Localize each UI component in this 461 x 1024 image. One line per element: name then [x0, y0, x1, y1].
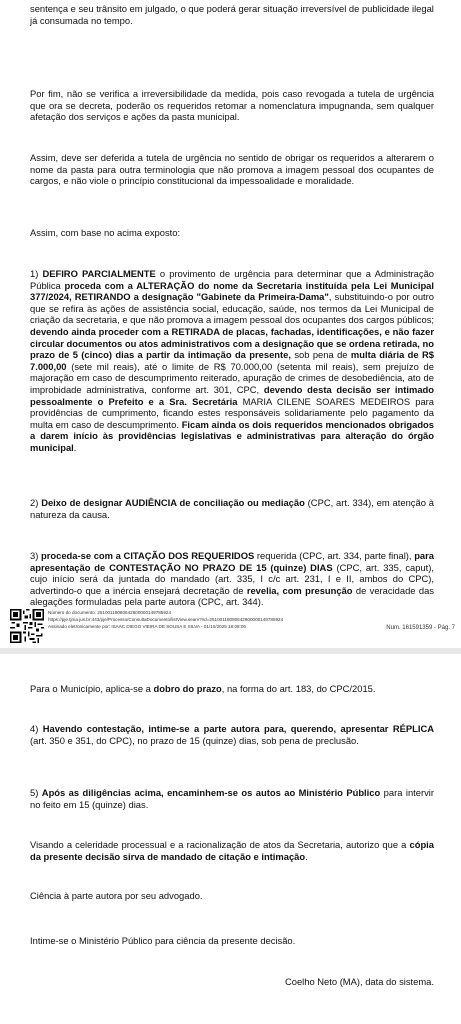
signer-info: Assinado eletronicamente por: ISAAC DIEGO VIEIRA DE SOUSA E SILVA - 01/10/2025 18:08:06 — [48, 624, 246, 629]
order-item-4: 4) Havendo contestação, intime-se a parte autora para, querendo, apresentar RÉPLICA (art. 350 e 351, do CPC), no prazo de 15 (quinze) dias, sob pena de preclusão. — [30, 723, 434, 746]
document-number: Número do documento: 25100118080642600000149785924 — [48, 610, 172, 615]
paragraph-mandate: Visando a celeridade processual e a racionalização de atos da Secretaria, autorizo que a cópia da presente decisão sirva de mandado de citação e intimação. — [30, 839, 434, 862]
order-item-2: 2) Deixo de designar AUDIÊNCIA de conciliação ou mediação (CPC, art. 334), em atenção à natureza da causa. — [30, 497, 434, 520]
signature-details — [48, 609, 283, 630]
signature-footer — [10, 609, 455, 643]
paragraph-irreversibility: Por fim, não se verifica a irreversibilidade da medida, pois caso revogada a tutela de urgência que ora se decreta, poderão os requeridos retomar a nomenclatura impugnanda, sem qualquer afetação dos serviços e ações da pasta municipal. — [30, 88, 434, 123]
order-item-5: 5) Após as diligências acima, encaminhem-se os autos ao Ministério Público para intervir no feito em 15 (quinze) dias. — [30, 787, 435, 810]
paragraph-plaintiff-notice: Ciência à parte autora por seu advogado. — [30, 890, 203, 901]
verification-link[interactable]: https://pje.tjma.jus.br:443/pje/Processo/ConsultaDocumento/listView.seam?nd=25100118080642600000149785924 — [48, 617, 284, 622]
paragraph-conclusion-intro: Assim, com base no acima exposto: — [30, 227, 181, 238]
qr-code-icon[interactable] — [10, 609, 44, 643]
paragraph-continuation: sentença e seu trânsito em julgado, o que poderá gerar situação irreversível de publicidade ilegal já consumada no tempo. — [30, 3, 434, 26]
order-item-1: 1) DEFIRO PARCIALMENTE o provimento de urgência para determinar que a Administração Pública proceda com a ALTERAÇÃO do nome da Secretaria instituída pela Lei Municipal 377/2024, RETIRANDO a designação "Gabinete da Primeira-Dama", substituindo-o por outro que se refira às ações de assistência social, educação, saúde, nos termos da Lei Municipal de criação da secretaria, e que não promova a imagem pessoal dos ocupantes dos cargos públicos; devendo ainda proceder com a RETIRADA de placas, fachadas, identificações, e não fazer circular documentos ou atos administrativos com a designação que se ordena retirada, no prazo de 5 (cinco) dias a partir da intimação da presente, sob pena de multa diária de R$ 7.000,00 (sete mil reais), até o limite de R$ 70.000,00 (setenta mil reais), sem prejuízo de majoração em caso de descumprimento reiterado, apuração de crimes de desobediência, ato de improbidade administrativa, conforme art. 301, CPC, devendo desta decisão ser intimado pessoalmente o Prefeito e a Sra. Secretária MARIA CILENE SOARES MEDEIROS para providências de cumprimento, ficando estes responsáveis solidariamente pelo pagamento da multa em caso de descumprimento. Ficam ainda os dois requeridos mencionados obrigados a darem início às providências legislativas e administrativas para alteração do órgão municipal. — [30, 268, 435, 453]
paragraph-municipality-deadline: Para o Município, aplica-se a dobro do prazo, na forma do art. 183, do CPC/2015. — [30, 683, 376, 694]
place-and-date: Coelho Neto (MA), data do sistema. — [284, 976, 434, 987]
document-page-8 — [0, 654, 461, 1024]
order-item-3: 3) proceda-se com a CITAÇÃO DOS REQUERIDOS requerida (CPC, art. 334, parte final), para apresentação de CONTESTAÇÃO NO PRAZO DE 15 (quinze) DIAS (CPC, art. 335, caput), cujo início será da juntada do mandado (art. 335, I c/c art. 231, I e II, ambos do CPC), advertindo-o que a inércia ensejará decretação de revelia, com presunção de veracidade das alegações formuladas pela parte autora (CPC, art. 344). — [30, 550, 434, 608]
page-number: Num. 161591359 - Pág. 7 — [386, 625, 455, 631]
paragraph-prosecutor-notice: Intime-se o Ministério Público para ciência da presente decisão. — [30, 935, 296, 946]
paragraph-deferral: Assim, deve ser deferida a tutela de urgência no sentido de obrigar os requeridos a alterarem o nome da pasta para outra terminologia que não promova a imagem pessoal dos ocupantes de cargos, e não viole o princípio constitucional da impessoalidade e moralidade. — [30, 152, 434, 187]
